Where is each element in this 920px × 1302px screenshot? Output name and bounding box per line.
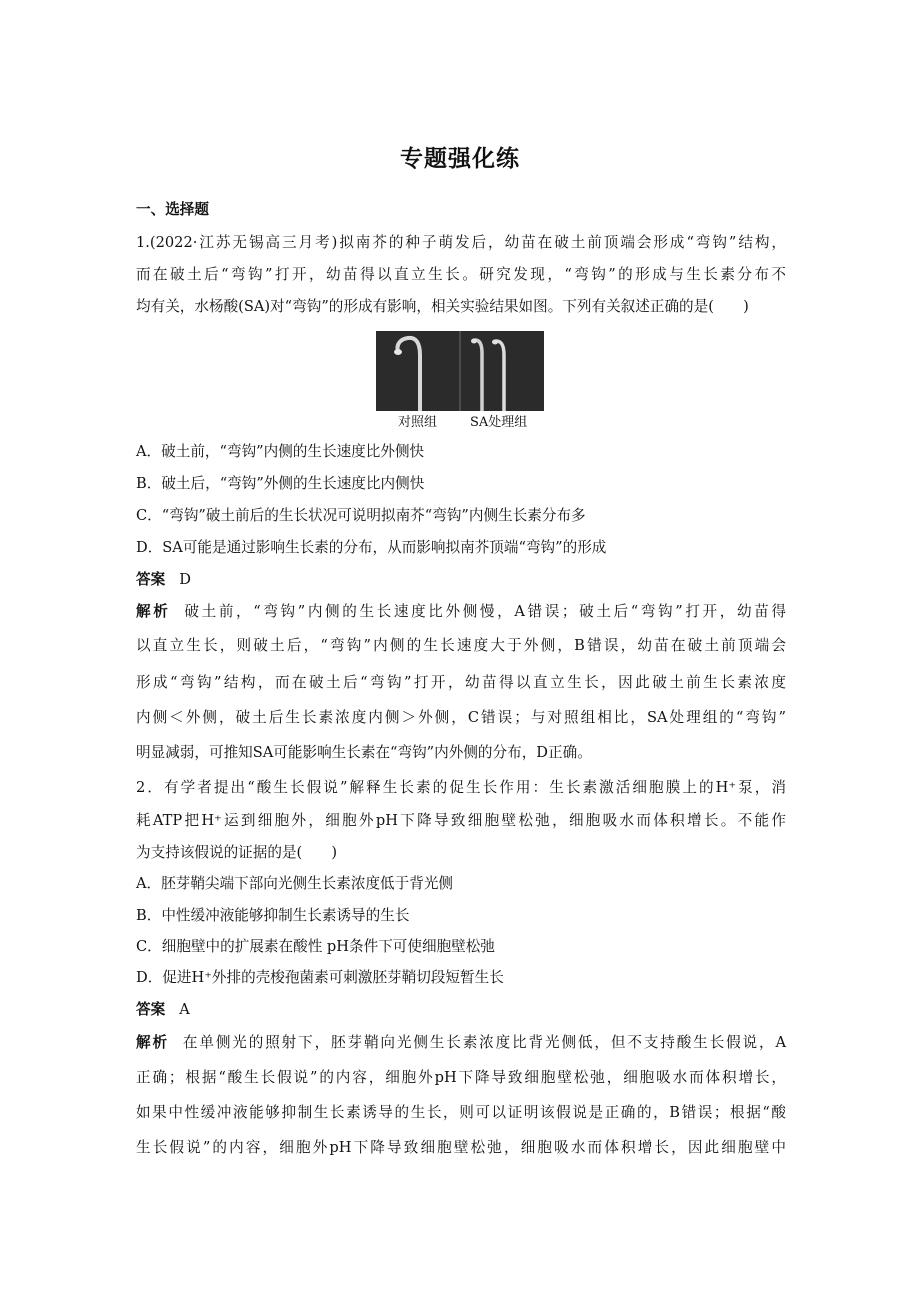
q2-analysis-line-2: 正确；根据“酸生长假说”的内容，细胞外pH下降导致细胞壁松弛，细胞吸水而体积增长， [136, 1069, 786, 1086]
q1-analysis-line-3: 形成“弯钩”结构，而在破土后“弯钩”打开，幼苗得以直立生长，因此破土前生长素浓度 [136, 674, 786, 691]
section-heading: 一、选择题 [136, 201, 209, 218]
page-title: 专题强化练 [400, 146, 520, 172]
q2-stem-line-3: 为支持该假说的证据的是( ) [136, 844, 338, 861]
q2-option-b: B．中性缓冲液能够抑制生长素诱导的生长 [136, 907, 410, 924]
answer-label: 答案 [136, 571, 166, 588]
q2-option-c: C．细胞壁中的扩展素在酸性 pH条件下可使细胞壁松弛 [136, 938, 495, 955]
q1-stem-line-1: 1.(2022·江苏无锡高三月考)拟南芥的种子萌发后，幼苗在破土前顶端会形成“弯钩”结构， [136, 234, 786, 251]
q2-answer [136, 1000, 786, 1020]
q1-option-b: B．破土后，“弯钩”外侧的生长速度比内侧快 [136, 475, 425, 492]
q1-analysis-line-4: 内侧＜外侧，破土后生长素浓度内侧＞外侧，C错误；与对照组相比，SA处理组的“弯钩” [136, 709, 786, 726]
answer-label: 答案 [136, 1001, 166, 1018]
analysis-label: 解析 [136, 603, 171, 620]
q1-analysis-line-5: 明显减弱，可推知SA可能影响生长素在“弯钩”内外侧的分布，D正确。 [136, 744, 592, 761]
q1-option-a: A．破土前，“弯钩”内侧的生长速度比外侧快 [136, 443, 425, 460]
q1-stem-line-2: 而在破土后“弯钩”打开，幼苗得以直立生长。研究发现，“弯钩”的形成与生长素分布不 [136, 266, 786, 283]
analysis-text: 在单侧光的照射下，胚芽鞘向光侧生长素浓度比背光侧低，但不支持酸生长假说，A [182, 1034, 786, 1051]
analysis-label: 解析 [136, 1034, 169, 1051]
figure-caption-control: 对照组 [398, 415, 438, 430]
q1-stem-line-3: 均有关，水杨酸(SA)对“弯钩”的形成有影响，相关实验结果如图。下列有关叙述正确的是( ) [136, 298, 749, 315]
seedling-photo [376, 331, 544, 411]
q1-analysis-line-1 [136, 602, 786, 622]
q2-stem-line-1: 2．有学者提出“酸生长假说”解释生长素的促生长作用：生长素激活细胞膜上的H⁺泵，消 [136, 779, 786, 796]
answer-value: A [179, 1001, 190, 1018]
q2-stem-line-2: 耗ATP把H⁺运到细胞外，细胞外pH下降导致细胞壁松弛，细胞吸水而体积增长。不能作 [136, 812, 786, 829]
figure-caption-sa: SA处理组 [470, 415, 528, 430]
q2-analysis-line-3: 如果中性缓冲液能够抑制生长素诱导的生长，则可以证明该假说是正确的，B错误；根据“酸 [136, 1104, 786, 1121]
q1-option-d: D．SA可能是通过影响生长素的分布，从而影响拟南芥顶端“弯钩”的形成 [136, 539, 607, 556]
q2-analysis-line-1 [136, 1033, 786, 1053]
answer-value: D [179, 571, 191, 588]
q2-analysis-line-4: 生长假说”的内容，细胞外pH下降导致细胞壁松弛，细胞吸水而体积增长，因此细胞壁中 [136, 1139, 786, 1156]
q2-option-a: A．胚芽鞘尖端下部向光侧生长素浓度低于背光侧 [136, 875, 454, 892]
analysis-text: 破土前，“弯钩”内侧的生长速度比外侧慢，A错误；破土后“弯钩”打开，幼苗得 [184, 603, 786, 620]
q2-option-d: D．促进H⁺外排的壳梭孢菌素可刺激胚芽鞘切段短暂生长 [136, 969, 504, 986]
q1-analysis-line-2: 以直立生长，则破土后，“弯钩”内侧的生长速度大于外侧，B错误，幼苗在破土前顶端会 [136, 637, 786, 654]
q1-option-c: C．“弯钩”破土前后的生长状况可说明拟南芥“弯钩”内侧生长素分布多 [136, 507, 586, 524]
seedling-photo-figure [376, 331, 544, 411]
q1-answer [136, 570, 786, 590]
